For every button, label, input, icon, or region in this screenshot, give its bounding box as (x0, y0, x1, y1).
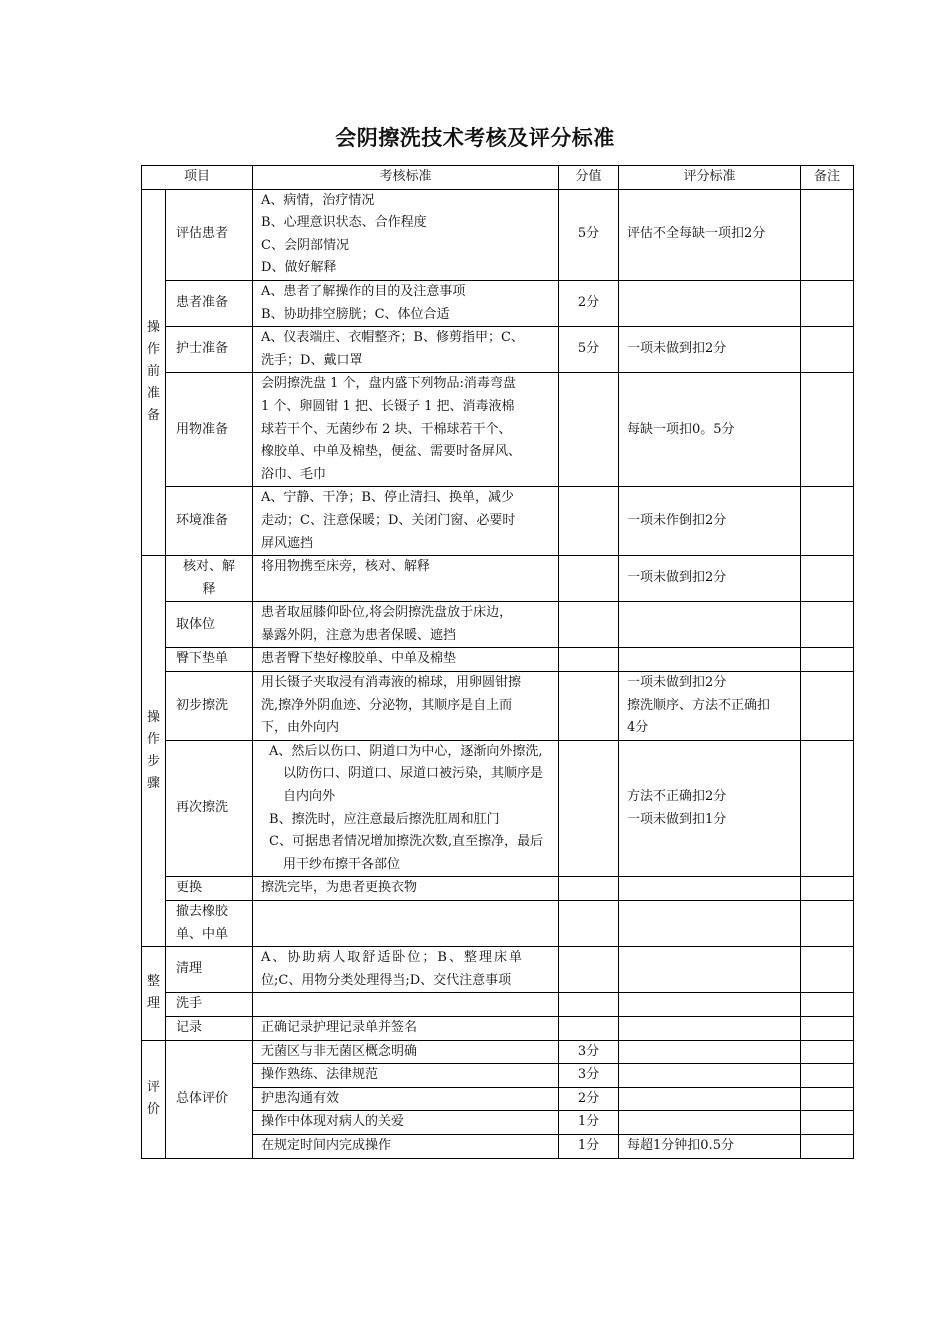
header-standard: 考核标准 (253, 166, 559, 190)
remarks-cell (801, 901, 854, 947)
score-cell (559, 648, 619, 672)
criteria-cell: 每超1分钟扣0.5分 (619, 1134, 801, 1158)
remarks-cell (801, 993, 854, 1017)
criteria-cell (619, 1087, 801, 1111)
table-row (142, 1016, 854, 1040)
score-cell (559, 740, 619, 877)
page-title: 会阴擦洗技术考核及评分标准 (335, 126, 615, 150)
score-cell: 1分 (559, 1134, 619, 1158)
table-row (142, 189, 854, 280)
table-row (142, 648, 854, 672)
remarks-cell (801, 327, 854, 373)
item-initial-wash: 初步擦洗 (166, 672, 253, 741)
header-criteria: 评分标准 (619, 166, 801, 190)
remarks-cell (801, 280, 854, 326)
remarks-cell (801, 1016, 854, 1040)
group-operation-steps (142, 556, 166, 947)
standard-cell: 患者取屈膝仰卧位,将会阴擦洗盘放于床边， 暴露外阴，注意为患者保暖、遮挡 (253, 602, 559, 648)
criteria-cell (619, 947, 801, 993)
item-take-position: 取体位 (166, 602, 253, 648)
score-cell: 5分 (559, 189, 619, 280)
standard-cell (253, 993, 559, 1017)
standard-cell: A、病情，治疗情况 B、心理意识状态、合作程度 C、会阴部情况 D、做好解释 (253, 189, 559, 280)
criteria-cell: 方法不正确扣2分 一项未做到扣1分 (619, 740, 801, 877)
table-row (142, 877, 854, 901)
table-row (142, 901, 854, 947)
remarks-cell (801, 1111, 854, 1135)
criteria-cell (619, 1064, 801, 1088)
score-cell (559, 947, 619, 993)
criteria-cell: 每缺一项扣0。5分 (619, 373, 801, 487)
standard-cell: 在规定时间内完成操作 (253, 1134, 559, 1158)
remarks-cell (801, 556, 854, 602)
standard-cell: 擦洗完毕，为患者更换衣物 (253, 877, 559, 901)
standard-cell: 患者臀下垫好橡胶单、中单及棉垫 (253, 648, 559, 672)
score-cell (559, 993, 619, 1017)
table-row (142, 993, 854, 1017)
score-cell (559, 1016, 619, 1040)
table-row (142, 602, 854, 648)
score-cell (559, 556, 619, 602)
remarks-cell (801, 1064, 854, 1088)
item-second-wash: 再次擦洗 (166, 740, 253, 877)
score-cell: 3分 (559, 1040, 619, 1064)
standard-cell (253, 901, 559, 947)
item-overall-evaluation: 总体评价 (166, 1040, 253, 1158)
remarks-cell (801, 1087, 854, 1111)
standard-cell: A、仪表端庄、衣帽整齐；B、修剪指甲；C、 洗手；D、戴口罩 (253, 327, 559, 373)
header-score: 分值 (559, 166, 619, 190)
remarks-cell (801, 189, 854, 280)
score-cell (559, 877, 619, 901)
score-cell (559, 373, 619, 487)
remarks-cell (801, 648, 854, 672)
standard-cell: A、患者了解操作的目的及注意事项 B、协助排空膀胱；C、体位合适 (253, 280, 559, 326)
group-pre-operation (142, 189, 166, 556)
item-remove-sheets: 撤去橡胶 单、中单 (166, 901, 253, 947)
standard-cell: 护患沟通有效 (253, 1087, 559, 1111)
standard-cell: A、然后以伤口、阴道口为中心，逐渐向外擦洗,以防伤口、阴道口、尿道口被污染，其顺序是自内向外 B、擦洗时，应注意最后擦洗肛周和肛门 C、可据患者情况增加擦洗次数,直至擦净，最后用干纱布擦干各部位 (253, 740, 559, 877)
group-label: 操作前准备 (146, 320, 160, 424)
item-wash-hands: 洗手 (166, 993, 253, 1017)
standard-cell: 会阴擦洗盘 1 个，盘内盛下列物品:消毒弯盘 1 个、卵圆钳 1 把、长镊子 1 把、消毒液棉 球若干个、无菌纱布 2 块、干棉球若干个、 橡胶单、中单及棉垫，便盆、需要时备屏风、 浴巾、毛巾 (253, 373, 559, 487)
remarks-cell (801, 672, 854, 741)
score-cell (559, 602, 619, 648)
table-header-row (142, 166, 854, 190)
standard-cell: A、宁静、干净；B、停止清扫、换单，减少 走动；C、注意保暖；D、关闭门窗、必要时 屏风遮挡 (253, 487, 559, 556)
group-label: 评价 (146, 1080, 160, 1118)
criteria-cell: 一项未做到扣2分 (619, 556, 801, 602)
score-cell (559, 487, 619, 556)
group-label: 操作步骤 (146, 710, 160, 792)
item-hip-pad: 臀下垫单 (166, 648, 253, 672)
item-nurse-prep: 护士准备 (166, 327, 253, 373)
table-row (142, 740, 854, 877)
remarks-cell (801, 947, 854, 993)
item-change-clothes: 更换 (166, 877, 253, 901)
table-row (142, 556, 854, 602)
score-cell: 3分 (559, 1064, 619, 1088)
standard-cell: 无菌区与非无菌区概念明确 (253, 1040, 559, 1064)
standard-cell: 将用物携至床旁，核对、解释 (253, 556, 559, 602)
remarks-cell (801, 373, 854, 487)
table-row (142, 327, 854, 373)
score-cell (559, 672, 619, 741)
score-cell: 5分 (559, 327, 619, 373)
header-item: 项目 (142, 166, 253, 190)
remarks-cell (801, 487, 854, 556)
criteria-cell: 一项未做到扣2分 (619, 327, 801, 373)
score-cell: 1分 (559, 1111, 619, 1135)
item-assess-patient: 评估患者 (166, 189, 253, 280)
table-row (142, 1040, 854, 1064)
header-remarks: 备注 (801, 166, 854, 190)
group-label: 整理 (146, 974, 160, 1012)
criteria-cell (619, 901, 801, 947)
remarks-cell (801, 877, 854, 901)
standard-cell: 操作中体现对病人的关爱 (253, 1111, 559, 1135)
criteria-cell (619, 648, 801, 672)
remarks-cell (801, 1040, 854, 1064)
criteria-cell (619, 993, 801, 1017)
scoring-table (141, 165, 854, 1159)
criteria-cell (619, 1111, 801, 1135)
criteria-cell: 评估不全每缺一项扣2分 (619, 189, 801, 280)
standard-cell: 正确记录护理记录单并签名 (253, 1016, 559, 1040)
item-supplies-prep: 用物准备 (166, 373, 253, 487)
item-cleanup: 清理 (166, 947, 253, 993)
table-row (142, 672, 854, 741)
score-cell: 2分 (559, 1087, 619, 1111)
criteria-cell: 一项未作倒扣2分 (619, 487, 801, 556)
group-evaluation (142, 1040, 166, 1158)
criteria-cell (619, 280, 801, 326)
item-environment-prep: 环境准备 (166, 487, 253, 556)
score-cell (559, 901, 619, 947)
remarks-cell (801, 740, 854, 877)
score-cell: 2分 (559, 280, 619, 326)
remarks-cell (801, 602, 854, 648)
table-row (142, 280, 854, 326)
criteria-cell (619, 877, 801, 901)
table-row (142, 373, 854, 487)
group-tidy (142, 947, 166, 1040)
table-row (142, 487, 854, 556)
table-row (142, 947, 854, 993)
remarks-cell (801, 1134, 854, 1158)
criteria-cell: 一项未做到扣2分 擦洗顺序、方法不正确扣 4分 (619, 672, 801, 741)
standard-cell: 操作熟练、法律规范 (253, 1064, 559, 1088)
criteria-cell (619, 1040, 801, 1064)
criteria-cell (619, 1016, 801, 1040)
item-patient-prep: 患者准备 (166, 280, 253, 326)
standard-cell: A、协助病人取舒适卧位；B、整理床单 位;C、用物分类处理得当;D、交代注意事项 (253, 947, 559, 993)
item-check-explain: 核对、解 释 (166, 556, 253, 602)
item-record: 记录 (166, 1016, 253, 1040)
criteria-cell (619, 602, 801, 648)
standard-cell: 用长镊子夹取浸有消毒液的棉球，用卵圆钳擦 洗,擦净外阴血迹、分泌物，其顺序是自上而 下，由外向内 (253, 672, 559, 741)
